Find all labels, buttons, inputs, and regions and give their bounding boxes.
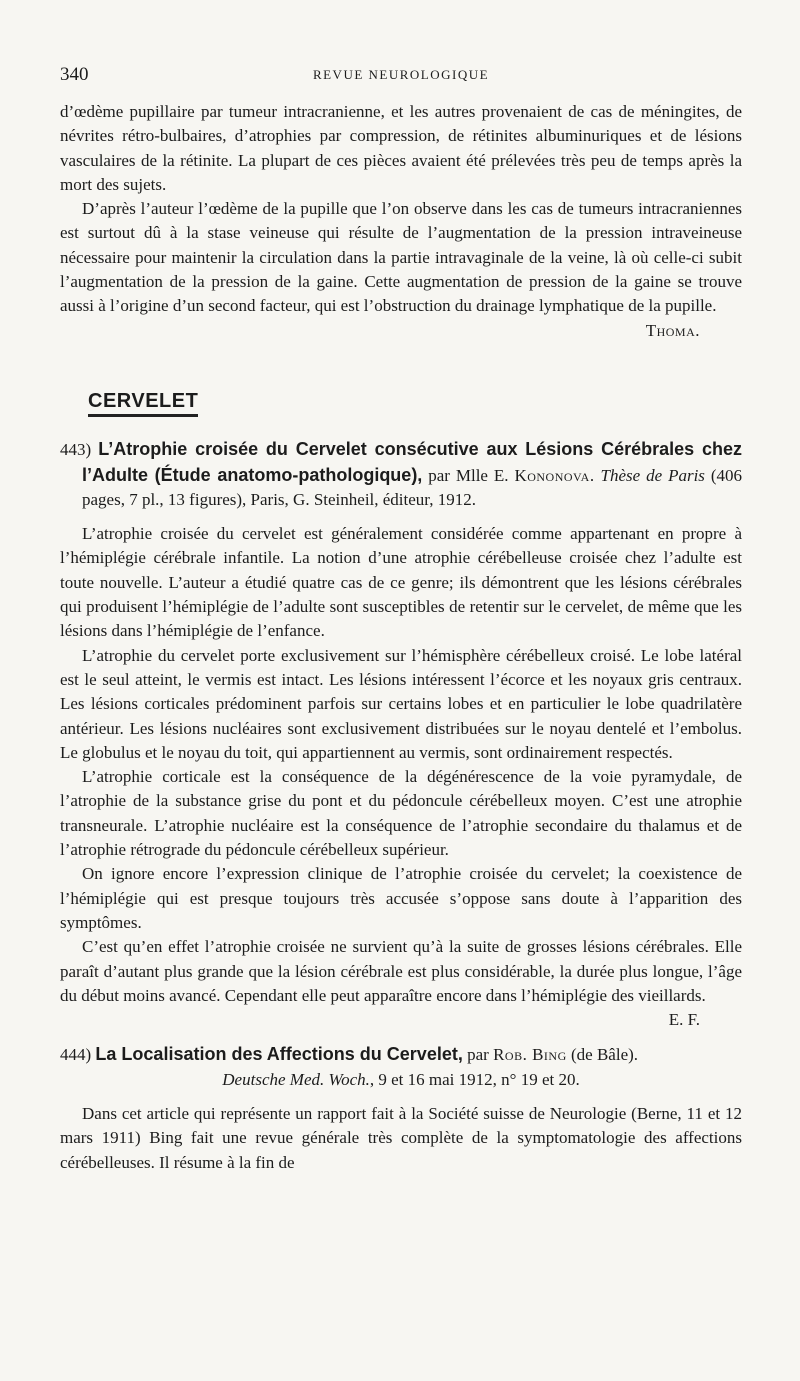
page-number: 340 xyxy=(60,64,89,85)
entry-444-journal: Deutsche Med. Woch. xyxy=(222,1069,370,1089)
entry-444-number: 444) xyxy=(60,1045,92,1065)
entry-444-author-prefix: par xyxy=(467,1045,489,1065)
spacer xyxy=(60,512,742,522)
entry-443-paragraph-1: L’atrophie croisée du cervelet est généralement considérée comme appartenant en propre à l’hémiplégie cérébrale infantile. La notion d’une atrophie cérébelleuse croisée chez l’adulte est toute nouvelle. L’auteur a étudié quatre cas de ce genre; ils démontrent que les lésions cérébrales qui produisent l’hémiplégie de l’adulte sont susceptibles de retentir sur le cervelet, de même que les lésions dans l’hémiplégie de l’enfance. xyxy=(60,524,742,641)
entry-443-signature: E. F. xyxy=(668,1010,700,1030)
entry-443-number: 443) xyxy=(60,440,92,460)
entry-443-author-prefix: par Mlle E. xyxy=(428,465,509,485)
entry-444-source xyxy=(60,1068,742,1092)
entry-443-heading xyxy=(60,437,742,512)
entry-443-paragraph-3: L’atrophie corticale est la conséquence de la dégénérescence de la voie pyramydale, de l’atrophie de la substance grise du pont et du pédoncule cérébelleux moyen. C’est une atrophie transneurale. L’atrophie nucléaire est la conséquence de l’atrophie secondaire du thalamus et de l’atrophie rétrograde du pédoncule cérébelleux supérieur. xyxy=(60,767,742,860)
entry-444-paragraph-1: Dans cet article qui représente un rapport fait à la Société suisse de Neurologie (Berne, 11 et 12 mars 1911) Bing fait une revue générale très complète de la symptomatologie des affections cérébelleuses. Il résume à la fin de xyxy=(60,1103,742,1172)
signature-thoma: Thoma. xyxy=(645,320,700,340)
entry-444-author: Rob. Bing xyxy=(493,1045,567,1065)
entry-444-heading xyxy=(60,1042,742,1067)
page-body xyxy=(60,100,742,1175)
entry-443-details: (406 pages, 7 pl., 13 figures), Paris, G. Steinheil, éditeur, 1912. xyxy=(82,465,743,509)
entry-443-paragraph-2: L’atrophie du cervelet porte exclusivement sur l’hémisphère cérébelleux croisé. Le lobe latéral est le seul atteint, le vermis est intact. Les lésions intéressent l’écorce et les noyaux gris centraux. Les lésions corticales prédominent parfois sur certains lobes et en particulier le lobe quadrilatère antérieur. Les lésions nucléaires sont exclusivement distribuées sur le noyau dentelé et l’embolus. Le globulus et le noyau du toit, qui appartiennent au vermis, sont ordinairement respectés. xyxy=(60,645,742,762)
entry-443-title: L’Atrophie croisée du Cervelet consécutive aux Lésions Cérébrales chez l’Adulte (Étude anatomo-pathologique), xyxy=(82,439,743,485)
entry-444-title: La Localisation des Affections du Cervelet, xyxy=(95,1044,463,1065)
running-title: REVUE NEUROLOGIQUE xyxy=(312,67,490,82)
entry-443-paragraph-5 xyxy=(60,935,742,1008)
intro-paragraph-2 xyxy=(60,197,742,318)
entry-443-paragraph-4: On ignore encore l’expression clinique de l’atrophie croisée du cervelet; la coexistence de l’hémiplégie qui est presque toujours très accusée s’oppose sans doute à l’apparition des symptômes. xyxy=(60,864,742,932)
spacer xyxy=(60,1032,742,1042)
entry-443-thesis: Thèse de Paris xyxy=(600,465,705,485)
intro-signature xyxy=(60,319,742,343)
intro-paragraph-2-text: D’après l’auteur l’œdème de la pupille que l’on observe dans les cas de tumeurs intracraniennes est surtout dû à la stase veineuse qui résulte de l’augmentation de la pression intraveineuse nécessaire pour maintenir la circulation dans la partie intravaginale de la veine, là où celle-ci subit l’augmentation de la pression de la gaine. Cette augmentation de pression de la gaine se trouve aussi à l’origine d’un second facteur, qui est l’obstruction du drainage lymphatique de la pupille. xyxy=(60,199,742,316)
entry-443-author: Kononova. xyxy=(514,465,595,485)
spacer xyxy=(60,1092,742,1102)
section-heading-cervelet: CERVELET xyxy=(88,389,198,417)
entry-444-details: , 9 et 16 mai 1912, n° 19 et 20. xyxy=(369,1069,580,1089)
entry-444-author-suffix: (de Bâle). xyxy=(571,1045,639,1065)
entry-443-paragraph-5-text: C’est qu’en effet l’atrophie croisée ne survient qu’à la suite de grosses lésions cérébrales. Elle paraît d’autant plus grande que la lésion cérébrale est plus considérable, la durée plus longue, l’âge du début moins avancé. Cependant elle peut apparaître encore dans l’hémiplégie des vieillards. xyxy=(60,937,742,1005)
intro-paragraph-1: d’œdème pupillaire par tumeur intracranienne, et les autres provenaient de cas de méningites, de névrites rétro-bulbaires, d’atrophies par compression, de rétinites albuminuriques et de lésions vasculaires de la rétinite. La plupart de ces pièces avaient été prélevées très peu de temps après la mort des sujets. xyxy=(60,102,742,194)
page-header xyxy=(60,64,742,88)
